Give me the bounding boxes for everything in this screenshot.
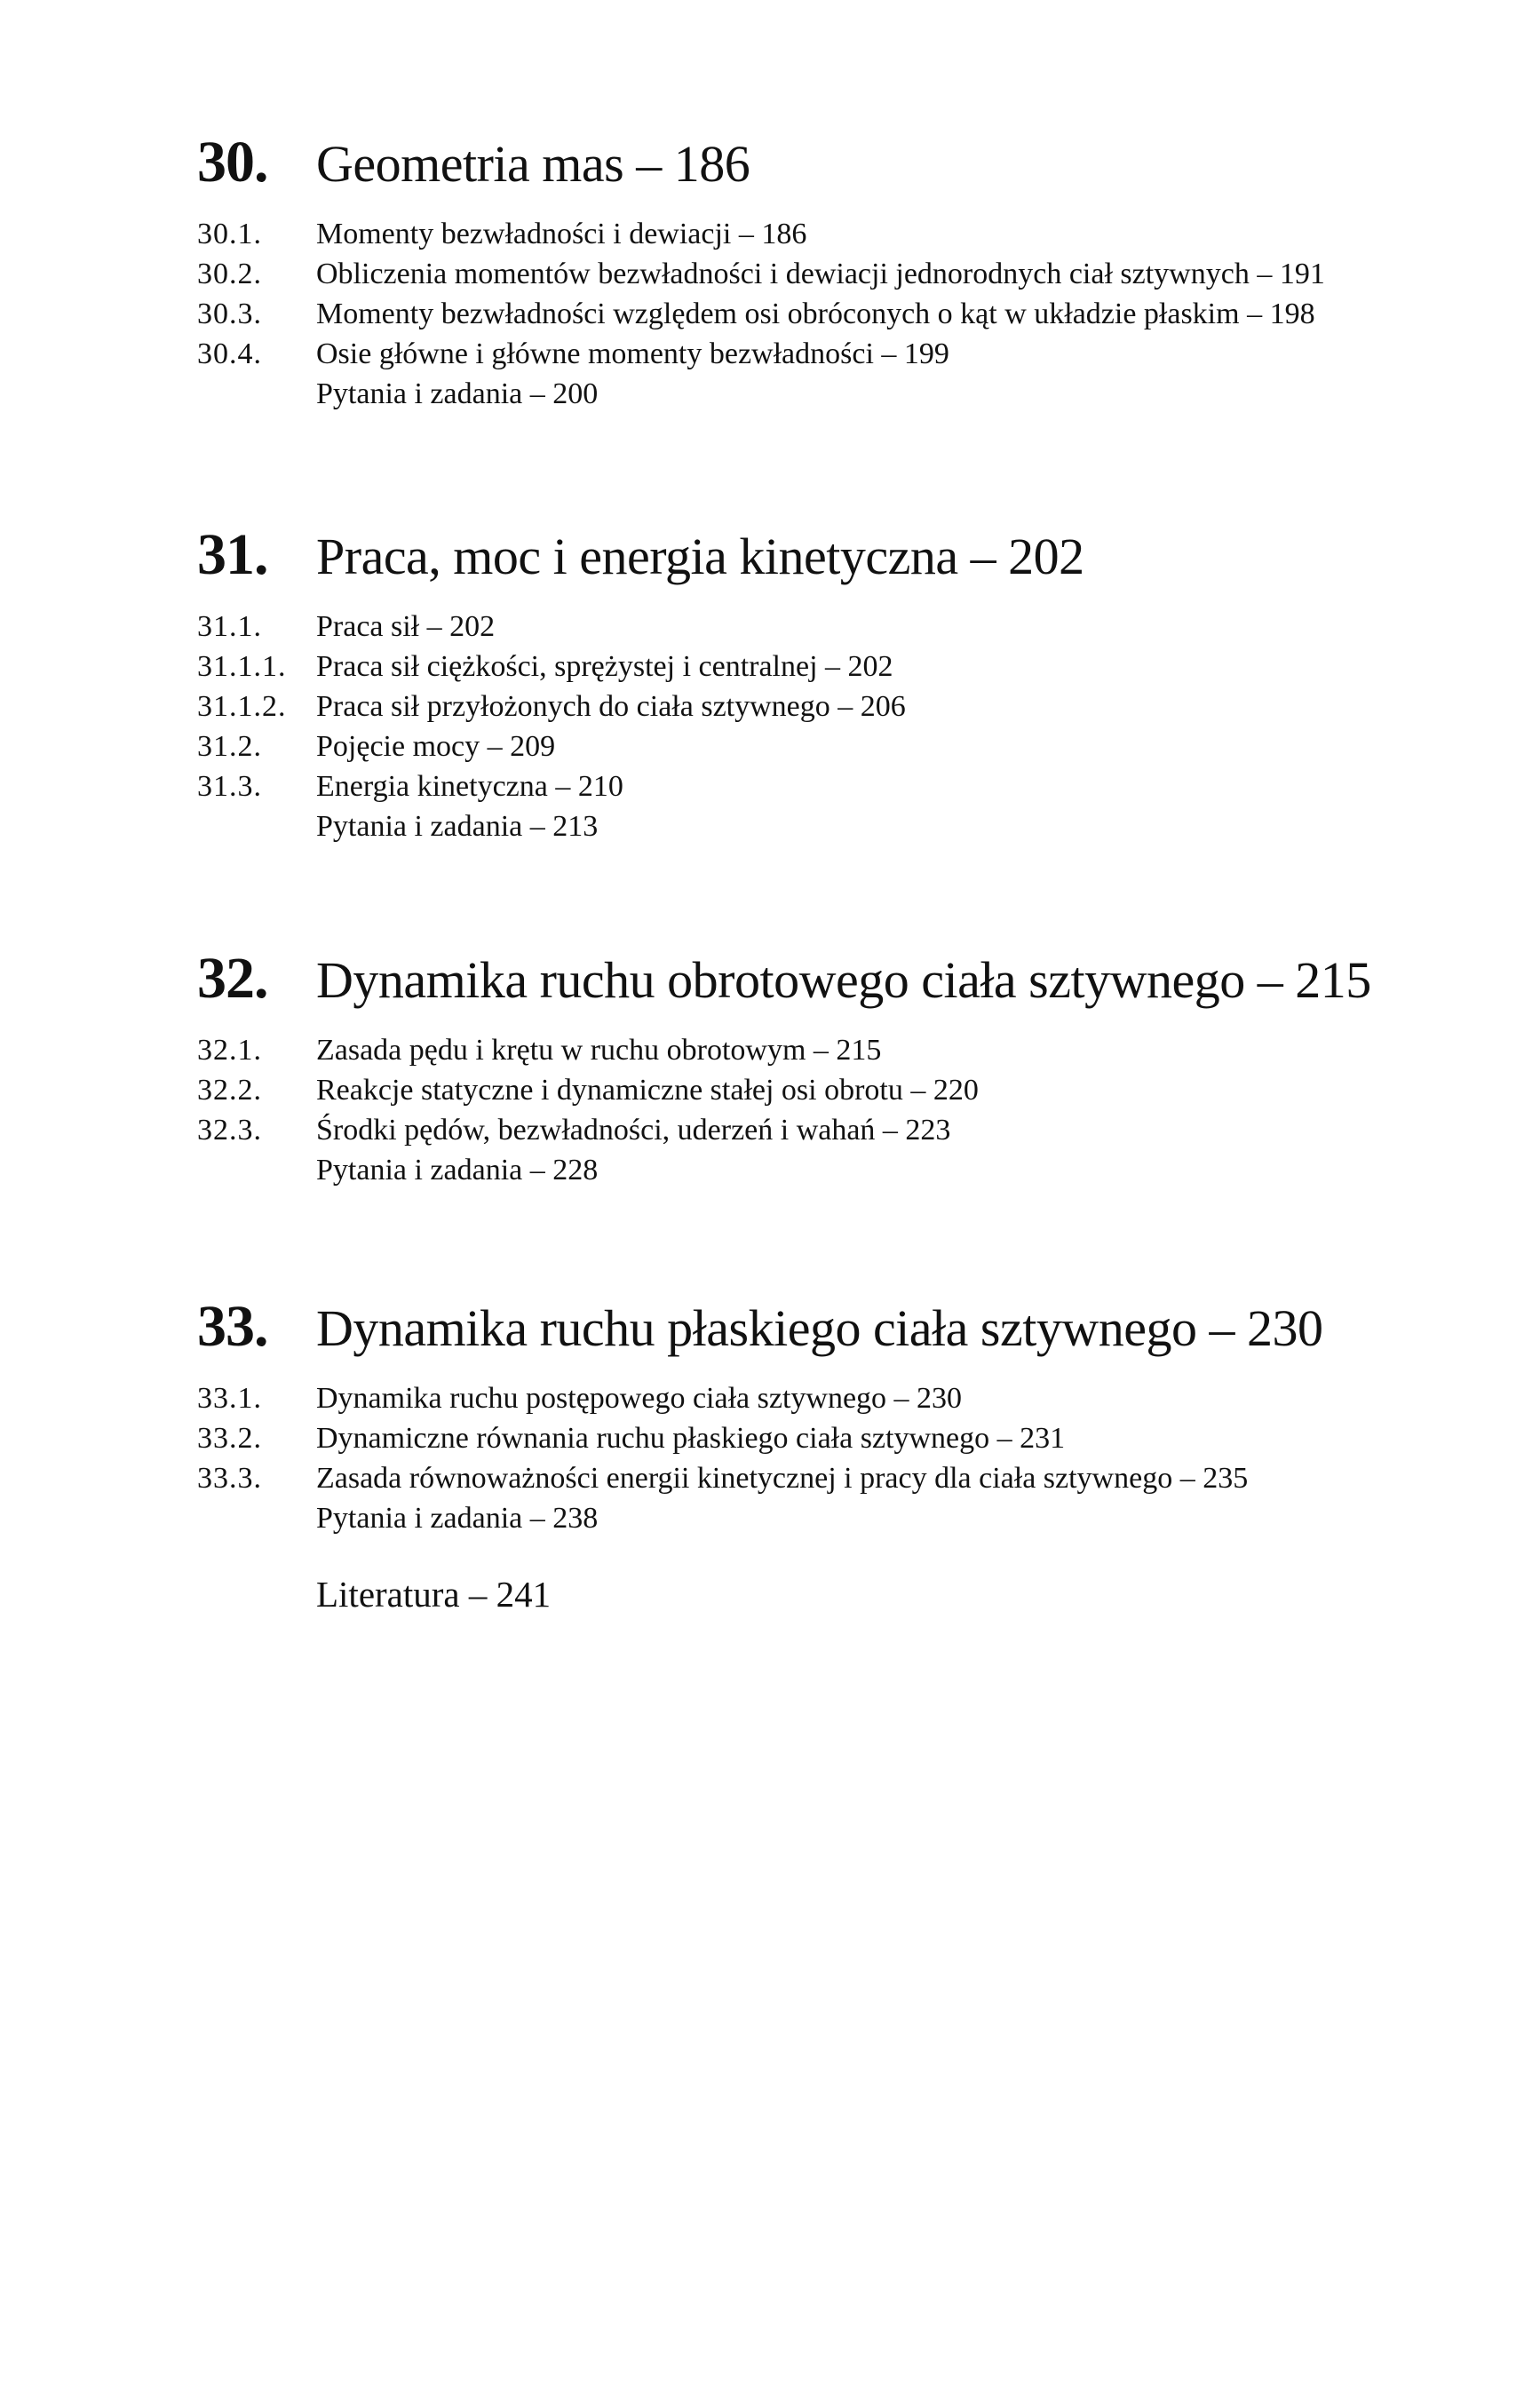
toc-entry bbox=[197, 647, 1458, 687]
section-title: Pytania i zadania – 213 bbox=[316, 810, 599, 843]
chapter-number: 32. bbox=[197, 946, 268, 1011]
section-number: 33.1. bbox=[197, 1382, 262, 1415]
section-number: 31.1. bbox=[197, 610, 262, 643]
section-number: 30.3. bbox=[197, 298, 262, 330]
section-title: Pytania i zadania – 200 bbox=[316, 377, 599, 410]
section-number: 30.1. bbox=[197, 218, 262, 250]
chapter-number: 33. bbox=[197, 1294, 268, 1359]
toc-entry bbox=[197, 607, 1458, 647]
toc-entry bbox=[197, 1458, 1458, 1498]
toc-entry bbox=[197, 687, 1458, 726]
section-number: 31.2. bbox=[197, 730, 262, 763]
chapter-31 bbox=[197, 520, 1458, 846]
section-title: Praca sił ciężkości, sprężystej i centralnej – 202 bbox=[316, 650, 893, 683]
toc-entry bbox=[197, 334, 1458, 374]
section-title: Reakcje statyczne i dynamiczne stałej osi obrotu – 220 bbox=[316, 1074, 979, 1107]
section-title: Środki pędów, bezwładności, uderzeń i wahań – 223 bbox=[316, 1114, 951, 1147]
chapter-32 bbox=[197, 943, 1458, 1190]
section-list bbox=[197, 607, 1458, 846]
toc-entry bbox=[197, 1418, 1458, 1458]
section-list bbox=[197, 1030, 1458, 1190]
toc-entry bbox=[197, 766, 1458, 806]
chapter-title: Dynamika ruchu płaskiego ciała sztywnego – 230 bbox=[316, 1299, 1323, 1357]
toc-entry bbox=[197, 254, 1458, 294]
toc-entry bbox=[197, 214, 1458, 254]
section-title: Praca sił przyłożonych do ciała sztywnego – 206 bbox=[316, 690, 906, 723]
literature-entry: Literatura – 241 bbox=[316, 1574, 552, 1615]
section-number: 32.2. bbox=[197, 1074, 262, 1107]
section-number: 30.2. bbox=[197, 258, 262, 290]
section-number: 31.1.1. bbox=[197, 650, 287, 683]
section-title: Pytania i zadania – 238 bbox=[316, 1502, 599, 1535]
section-list bbox=[197, 214, 1458, 414]
toc-entry-exercises bbox=[197, 806, 1458, 846]
section-title: Pojęcie mocy – 209 bbox=[316, 730, 556, 763]
section-title: Zasada pędu i krętu w ruchu obrotowym – 215 bbox=[316, 1034, 882, 1067]
section-number: 32.1. bbox=[197, 1034, 262, 1067]
toc-entry bbox=[197, 1070, 1458, 1110]
section-number: 31.1.2. bbox=[197, 690, 287, 723]
toc-entry bbox=[197, 1110, 1458, 1150]
section-title: Energia kinetyczna – 210 bbox=[316, 770, 623, 803]
section-title: Momenty bezwładności względem osi obróconych o kąt w układzie płaskim – 198 bbox=[316, 298, 1315, 330]
section-title: Dynamiczne równania ruchu płaskiego ciała sztywnego – 231 bbox=[316, 1422, 1066, 1455]
section-title: Zasada równoważności energii kinetycznej i pracy dla ciała sztywnego – 235 bbox=[316, 1462, 1249, 1495]
section-title: Praca sił – 202 bbox=[316, 610, 496, 643]
toc-entry bbox=[197, 1030, 1458, 1070]
section-title: Dynamika ruchu postępowego ciała sztywnego – 230 bbox=[316, 1382, 963, 1415]
toc-entry-exercises bbox=[197, 1150, 1458, 1190]
section-number: 33.3. bbox=[197, 1462, 262, 1495]
chapter-title: Geometria mas – 186 bbox=[316, 135, 750, 193]
chapter-number: 31. bbox=[197, 522, 268, 587]
toc-entry-exercises bbox=[197, 1498, 1458, 1538]
chapter-heading bbox=[197, 1291, 1458, 1362]
chapter-heading bbox=[197, 943, 1458, 1014]
toc-entry bbox=[197, 726, 1458, 766]
toc-entry bbox=[197, 294, 1458, 334]
chapter-title: Praca, moc i energia kinetyczna – 202 bbox=[316, 528, 1084, 585]
toc-entry bbox=[197, 1378, 1458, 1418]
section-list bbox=[197, 1378, 1458, 1538]
section-title: Pytania i zadania – 228 bbox=[316, 1154, 599, 1187]
section-number: 33.2. bbox=[197, 1422, 262, 1455]
section-number: 31.3. bbox=[197, 770, 262, 803]
section-title: Osie główne i główne momenty bezwładności – 199 bbox=[316, 337, 949, 370]
section-number: 30.4. bbox=[197, 337, 262, 370]
chapter-30 bbox=[197, 127, 1458, 414]
section-title: Obliczenia momentów bezwładności i dewiacji jednorodnych ciał sztywnych – 191 bbox=[316, 258, 1325, 290]
chapter-number: 30. bbox=[197, 130, 268, 194]
chapter-heading bbox=[197, 520, 1458, 591]
section-number: 32.3. bbox=[197, 1114, 262, 1147]
section-title: Momenty bezwładności i dewiacji – 186 bbox=[316, 218, 807, 250]
toc-entry-exercises bbox=[197, 374, 1458, 414]
chapter-33 bbox=[197, 1291, 1458, 1538]
chapter-heading bbox=[197, 127, 1458, 198]
chapter-title: Dynamika ruchu obrotowego ciała sztywnego – 215 bbox=[316, 951, 1371, 1009]
